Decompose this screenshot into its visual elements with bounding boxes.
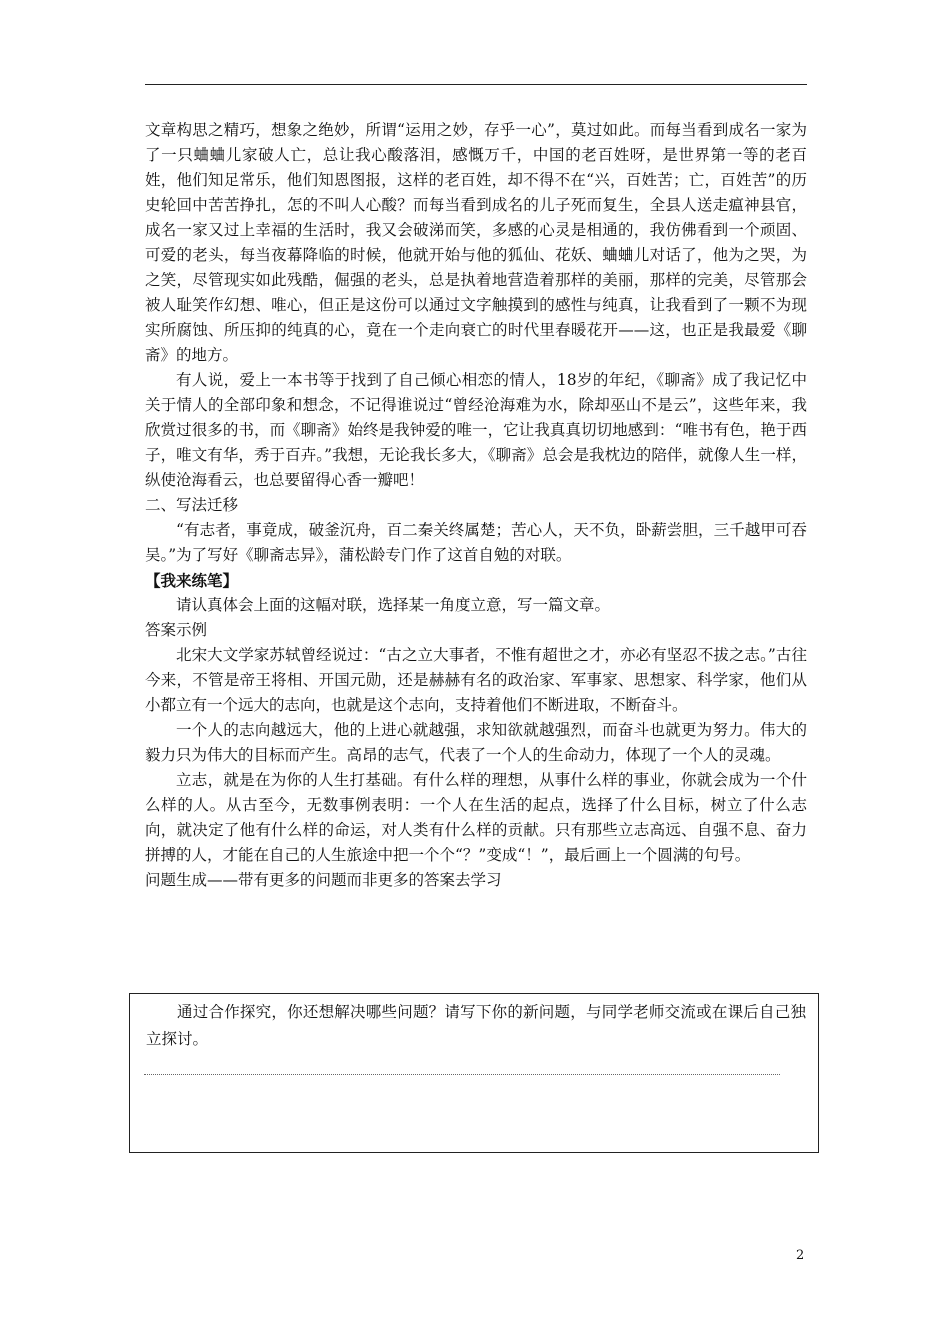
sample-paragraph: 北宋大文学家苏轼曾经说过：“古之立大事者，不惟有超世之才，亦必有坚忍不拔之志。”古往今来，不管是帝王将相、开国元勋，还是赫赫有名的政治家、军事家、思想家、科学家，他们从小都立有一个远大的志向，也就是这个志向，支持着他们不断进取，不断奋斗。 xyxy=(145,646,807,714)
article-paragraph: 有人说，爱上一本书等于找到了自己倾心相恋的情人，18岁的年纪，《聊斋》成了我记忆中关于情人的全部印象和想念，不记得谁说过“曾经沧海难为水，除却巫山不是云”，这些年来，我欣赏过很多的书，而《聊斋》始终是我钟爱的唯一，它让我真真切切地感到：“唯书有色，艳于西子，唯文有华，秀于百卉。”我想，无论我长多大，《聊斋》总会是我枕边的陪伴，就像人生一样，纵使沧海看云，也总要留得心香一瓣吧！ xyxy=(145,371,807,489)
article-paragraph: 文章构思之精巧，想象之绝妙，所谓“运用之妙，存乎一心”，莫过如此。而每当看到成名一家为了一只蛐蛐儿家破人亡，总让我心酸落泪，感慨万千，中国的老百姓呀，是世界第一等的老百姓，他们知足常乐，他们知恩图报，这样的老百姓，却不得不在“兴，百姓苦；亡，百姓苦”的历史轮回中苦苦挣扎，怎的不叫人心酸？而每当看到成名的儿子死而复生，全县人送走瘟神县官，成名一家又过上幸福的生活时，我又会破涕而笑，多感的心灵是相通的，我仿佛看到一个顽固、可爱的老头，每当夜幕降临的时候，他就开始与他的狐仙、花妖、蛐蛐儿对话了，他为之哭，为之笑，尽管现实如此残酷，倔强的老头，总是执着地营造着那样的美丽，那样的完美，尽管那会被人耻笑作幻想、唯心，但正是这份可以通过文字触摸到的感性与纯真，让我看到了一颗不为现实所腐蚀、所压抑的纯真的心，竟在一个走向衰亡的时代里春暖花开——这，也正是我最爱《聊斋》的地方。 xyxy=(145,121,807,364)
page-content xyxy=(145,118,807,893)
practice-heading: 【我来练笔】 xyxy=(145,571,239,590)
question-heading: 问题生成——带有更多的问题而非更多的答案去学习 xyxy=(145,871,502,889)
sample-paragraph: 立志，就是在为你的人生打基础。有什么样的理想，从事什么样的事业，你就会成为一个什么样的人。从古至今，无数事例表明：一个人在生活的起点，选择了什么目标，树立了什么志向，就决定了他有什么样的命运，对人类有什么样的贡献。只有那些立志高远、自强不息、奋力拼搏的人，才能在自己的人生旅途中把一个个“？”变成“！”，最后画上一个圆满的句号。 xyxy=(145,771,807,864)
question-box xyxy=(129,993,819,1153)
section-heading: 二、写法迁移 xyxy=(145,496,239,514)
page-number: 2 xyxy=(796,1248,805,1263)
header-rule xyxy=(145,84,807,85)
practice-instruction: 请认真体会上面的这幅对联，选择某一角度立意，写一篇文章。 xyxy=(176,596,611,614)
couplet-paragraph: “有志者，事竟成，破釜沉舟，百二秦关终属楚；苦心人，天不负，卧薪尝胆，三千越甲可吞吴。”为了写好《聊斋志异》，蒲松龄专门作了这首自勉的对联。 xyxy=(145,521,807,564)
sample-label: 答案示例 xyxy=(145,621,208,639)
sample-paragraph: 一个人的志向越远大，他的上进心就越强，求知欲就越强烈，而奋斗也就更为努力。伟大的毅力只为伟大的目标而产生。高昂的志气，代表了一个人的生命动力，体现了一个人的灵魂。 xyxy=(145,721,807,764)
question-box-text: 通过合作探究，你还想解决哪些问题？请写下你的新问题，与同学老师交流或在课后自己独立探讨。 xyxy=(146,1003,806,1048)
answer-dotted-line[interactable] xyxy=(144,1074,780,1075)
